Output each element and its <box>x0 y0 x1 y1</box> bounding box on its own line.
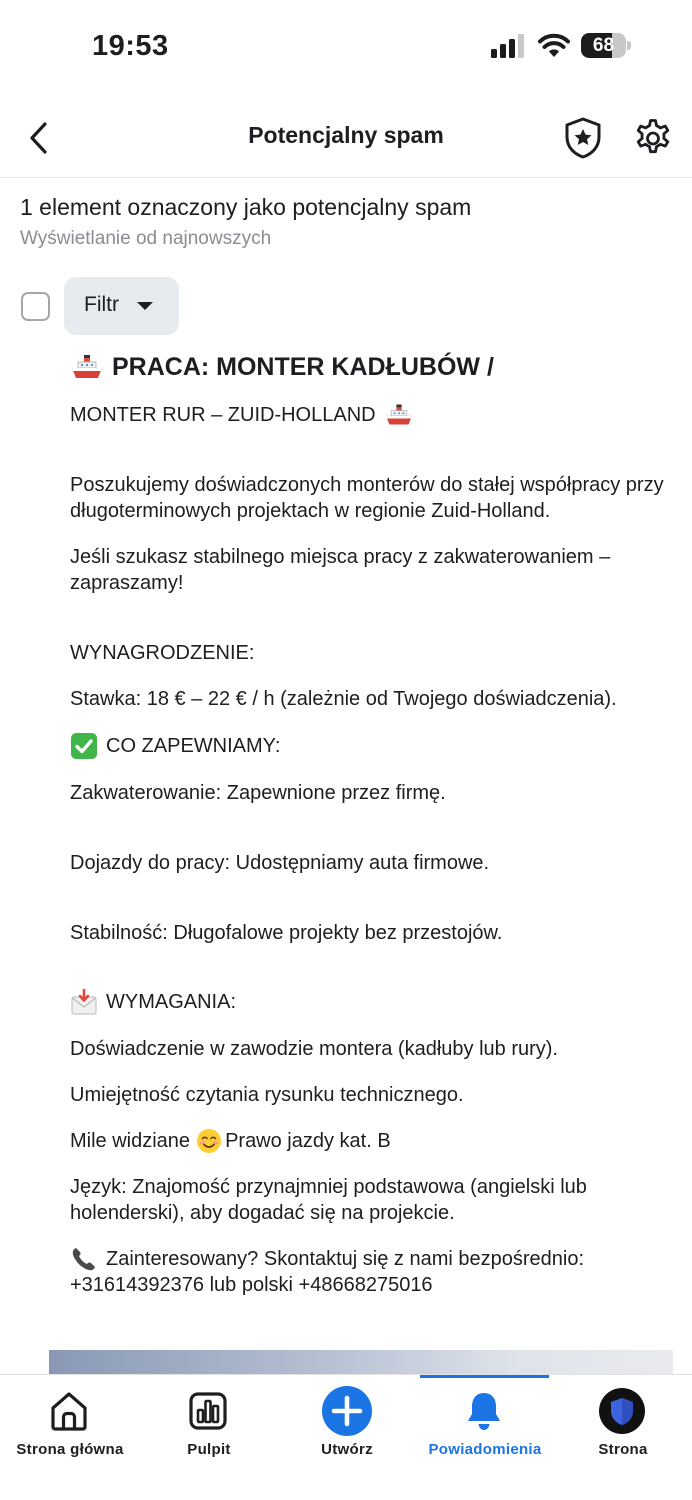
shield-star-icon[interactable] <box>562 116 604 160</box>
spam-summary <box>20 192 680 252</box>
bell-icon <box>460 1387 508 1435</box>
post-image-preview[interactable] <box>49 1350 673 1376</box>
envelope-emoji <box>70 988 98 1016</box>
battery-icon <box>581 33 631 58</box>
ship-emoji <box>384 402 414 428</box>
tab-create-label: Utwórz <box>321 1441 373 1458</box>
spam-post-content[interactable] <box>70 344 670 1298</box>
contact-block <box>70 1246 670 1298</box>
page-title: Potencjalny spam <box>248 122 444 148</box>
smiling-face-emoji <box>196 1128 222 1154</box>
tab-dashboard[interactable] <box>139 1375 278 1475</box>
offer-item-2: Dojazdy do pracy: Udostępniamy auta firmowe. <box>70 852 490 874</box>
offer-item-3: Stabilność: Długofalowe projekty bez przestojów. <box>70 922 503 944</box>
home-icon <box>45 1387 93 1435</box>
summary-title: 1 element oznaczony jako potencjalny spam <box>20 194 472 220</box>
filter-button[interactable] <box>64 277 179 335</box>
page-avatar-icon <box>598 1387 646 1435</box>
wifi-icon <box>538 33 570 59</box>
post-intro: Poszukujemy doświadczonych monterów do stałej współpracy przy długoterminowych projektach w regionie Zuid-Holland. <box>70 474 664 522</box>
requirements-header-line <box>70 988 670 1016</box>
status-bar <box>0 0 692 95</box>
requirement-4: Język: Znajomość przynajmniej podstawowa (angielski lub holenderski), aby dogadać się na projekcie. <box>70 1176 587 1224</box>
top-navigation-bar <box>0 100 692 178</box>
tab-notifications[interactable] <box>415 1375 554 1475</box>
post-subheading-line <box>70 402 670 428</box>
caret-down-icon <box>137 302 153 310</box>
tab-page-label: Strona <box>598 1441 648 1458</box>
post-subheading: MONTER RUR – ZUID-HOLLAND <box>70 404 376 426</box>
battery-level: 68 <box>592 35 615 56</box>
offer-header: CO ZAPEWNIAMY: <box>106 735 281 757</box>
cellular-signal-icon <box>491 34 527 58</box>
telephone-emoji <box>70 1246 98 1272</box>
requirement-1: Doświadczenie w zawodzie montera (kadłuby lub rury). <box>70 1038 558 1060</box>
gear-icon[interactable] <box>632 116 674 158</box>
requirements-header: WYMAGANIA: <box>106 991 237 1013</box>
requirement-3-line <box>70 1128 670 1154</box>
offer-item-1: Zakwaterowanie: Zapewnione przez firmę. <box>70 782 446 804</box>
salary-header: WYNAGRODZENIE: <box>70 642 255 664</box>
contact-phones[interactable]: +31614392376 lub polski +48668275016 <box>70 1274 433 1296</box>
plus-icon <box>321 1385 373 1437</box>
tab-home-label: Strona główna <box>16 1441 124 1458</box>
tab-dashboard-label: Pulpit <box>187 1441 231 1458</box>
offer-header-line <box>70 732 670 760</box>
status-time: 19:53 <box>92 30 169 62</box>
select-all-checkbox[interactable] <box>21 292 50 321</box>
requirement-3-prefix: Mile widziane <box>70 1130 191 1152</box>
check-mark-emoji <box>70 732 98 760</box>
tab-home[interactable] <box>0 1375 139 1475</box>
requirement-2: Umiejętność czytania rysunku technicznego. <box>70 1084 464 1106</box>
tab-notifications-label: Powiadomienia <box>428 1441 542 1458</box>
post-intro-2: Jeśli szukasz stabilnego miejsca pracy z zakwaterowaniem – zapraszamy! <box>70 546 611 594</box>
salary-text: Stawka: 18 € – 22 € / h (zależnie od Twojego doświadczenia). <box>70 688 617 710</box>
sort-order-label: Wyświetlanie od najnowszych <box>20 228 272 249</box>
contact-line-1 <box>70 1246 670 1272</box>
tab-create[interactable] <box>278 1375 415 1475</box>
post-heading-line <box>70 344 670 390</box>
dashboard-icon <box>184 1387 232 1435</box>
filter-label: Filtr <box>84 293 119 316</box>
contact-text: Zainteresowany? Skontaktuj się z nami bezpośrednio: <box>106 1248 585 1270</box>
post-heading: PRACA: MONTER KADŁUBÓW / <box>112 353 494 381</box>
ship-emoji <box>70 352 104 382</box>
bottom-tab-bar <box>0 1374 692 1500</box>
requirement-3-suffix: Prawo jazdy kat. B <box>225 1130 391 1152</box>
tab-page[interactable] <box>554 1375 692 1475</box>
